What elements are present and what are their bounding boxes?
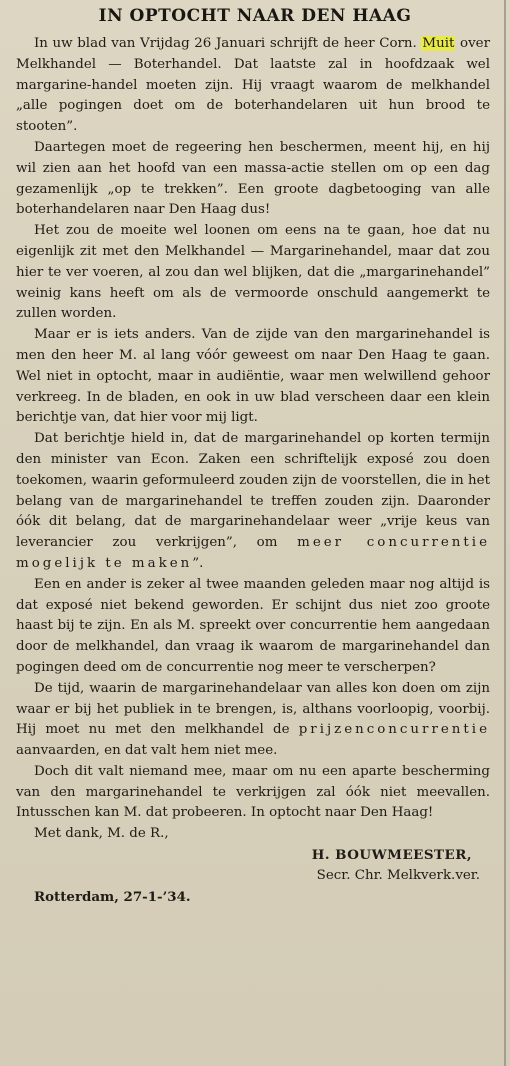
- highlighted-name: Muit: [422, 36, 455, 51]
- p5-before: Dat berichtje hield in, dat de margarinehandel op korten termijn den minister van Econ. Zaken een schriftelijk exposé zou doen toekomen, waarin geformuleerd zouden zijn de voorstellen, die in het belang van de margarinehandel te treffen zouden zijn. Daaronder óók dit belang, dat de margarinehandelaar weer „vrije keus van leverancier zou verkrijgen”, om: [16, 431, 490, 551]
- p5-spaced-text: meer concurrentie mogelijk te maken: [16, 535, 491, 571]
- signature-role: Secr. Chr. Melkverk.ver.: [316, 867, 480, 883]
- paragraph-5: [16, 429, 490, 575]
- paragraph-1: [16, 34, 490, 138]
- paragraph-6: Een en ander is zeker al twee maanden geleden maar nog altijd is dat exposé niet bekend geworden. Er schijnt dus niet zoo groote haast bij te zijn. En als M. spreekt over concurrentie hem aangedaan door de melkhandel, dan vraag ik waarom de margarinehandel dan pogingen deed om de concurrentie nog meer te verscherpen?: [16, 576, 490, 675]
- column-divider: [504, 0, 506, 1066]
- p1-before: In uw blad van Vrijdag 26 Januari schrijft de heer Corn.: [34, 36, 422, 51]
- article-headline: IN OPTOCHT NAAR DEN HAAG: [98, 6, 412, 26]
- paragraph-2: Daartegen moet de regeering hen beschermen, meent hij, en hij wil zien aan het hoofd van een massa-actie stellen om op een dag gezamenlijk „op te trekken”. Een groote dagbetooging van alle boterhandelaren naar Den Haag dus!: [16, 139, 490, 218]
- p1-after: over Melkhandel — Boterhandel. Dat laatste zal in hoofdzaak wel margarine-handel moeten zijn. Hij vraagt waarom de melkhandel „alle pogingen doet om de boterhandelaren uit hun brood te stooten”.: [16, 36, 490, 135]
- paragraph-3: Het zou de moeite wel loonen om eens na te gaan, hoe dat nu eigenlijk zit met den Melkhandel — Margarinehandel, maar dat zou hier te ver voeren, al zou dan wel blijken, dat die „margarinehandel” weinig kans heeft om als de vermoorde onschuld aangemerkt te zullen worden.: [16, 223, 490, 322]
- p7-after: aanvaarden, en dat valt hem niet mee.: [16, 743, 278, 759]
- paragraph-7: [16, 679, 490, 762]
- closing-line: Met dank, M. de R.,: [34, 826, 169, 842]
- paragraph-8: Doch dit valt niemand mee, maar om nu een aparte bescherming van den margarinehandel te verkrijgen zal óók niet meevallen. Intusschen kan M. dat probeeren. In optocht naar Den Haag!: [16, 763, 490, 821]
- p5-after: ”.: [192, 555, 204, 571]
- article-body: [16, 34, 490, 907]
- p7-before: De tijd, waarin de margarinehandelaar van alles kon doen om zijn waar er bij het publiek in te brengen, is, althans voorloopig, voorbij. Hij moet nu met den melkhandel de: [16, 680, 490, 738]
- signature-name: H. BOUWMEESTER,: [311, 847, 472, 864]
- paragraph-4: Maar er is iets anders. Van de zijde van den margarinehandel is men den heer M. al lang vóór geweest om naar Den Haag te gaan. Wel niet in optocht, maar in audiëntie, waar men welwillend gehoor verkreeg. In de bladen, en ook in uw blad verscheen daar een klein berichtje van, dat hier voor mij ligt.: [16, 327, 490, 426]
- p7-spaced-text: prijzenconcurrentie: [298, 722, 490, 738]
- dateline: Rotterdam, 27-1-’34.: [34, 888, 191, 905]
